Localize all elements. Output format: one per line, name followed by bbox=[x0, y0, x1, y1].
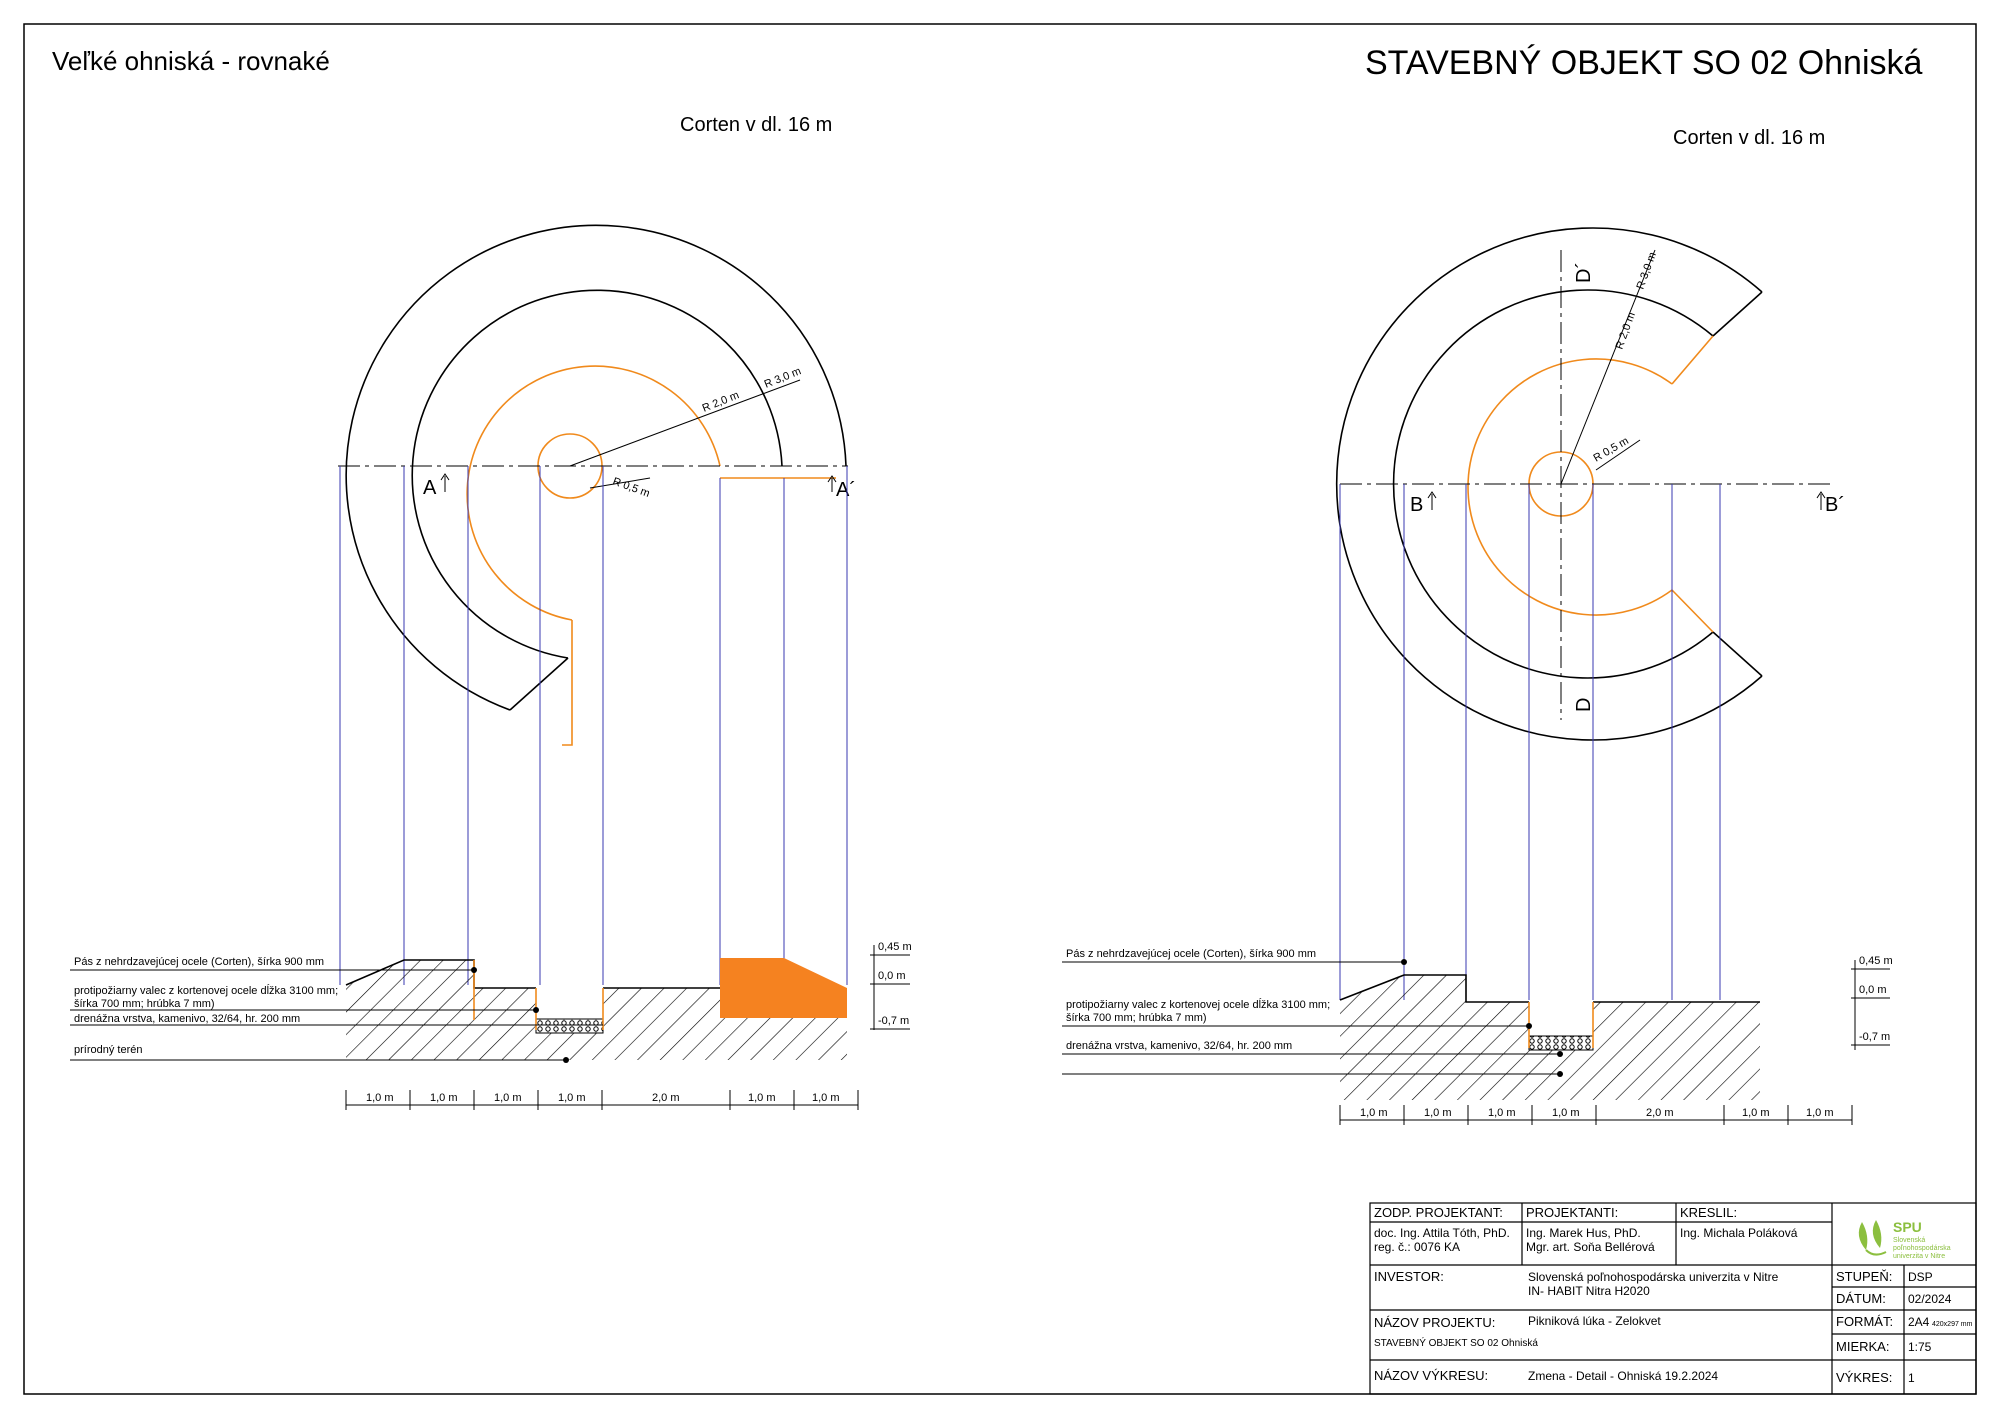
left-radius-05: R 0,5 m bbox=[610, 475, 652, 500]
right-level-045: 0,45 m bbox=[1859, 955, 1893, 967]
right-dim-4: 1,0 m bbox=[1552, 1107, 1580, 1119]
left-corten-block bbox=[720, 958, 847, 1018]
left-label-valec-2: šírka 700 mm; hrúbka 7 mm) bbox=[74, 998, 215, 1010]
logo-sub-1: Slovenská bbox=[1893, 1237, 1926, 1244]
right-section bbox=[1062, 948, 1893, 1125]
right-title: STAVEBNÝ OBJEKT SO 02 Ohniská bbox=[1365, 44, 1923, 82]
title-block bbox=[1370, 1203, 1976, 1394]
right-dim-1: 1,0 m bbox=[1360, 1107, 1388, 1119]
investor-1: Slovenská poľnohospodárska univerzita v Nitre bbox=[1528, 1270, 1779, 1284]
left-plan bbox=[338, 114, 856, 985]
right-label-corten: Pás z nehrdzavejúcej ocele (Corten), šírka 900 mm bbox=[1066, 948, 1317, 960]
right-plan bbox=[1337, 127, 1845, 1000]
mierka-value: 1:75 bbox=[1908, 1340, 1932, 1354]
left-dim-4: 1,0 m bbox=[558, 1092, 586, 1104]
right-label-valec-2: šírka 700 mm; hrúbka 7 mm) bbox=[1066, 1012, 1207, 1024]
left-dim-3: 1,0 m bbox=[494, 1092, 522, 1104]
zodp-label: ZODP. PROJEKTANT: bbox=[1374, 1205, 1503, 1220]
left-level-00: 0,0 m bbox=[878, 970, 906, 982]
datum-value: 02/2024 bbox=[1908, 1292, 1952, 1306]
format-value: 2A4 bbox=[1908, 1315, 1930, 1329]
left-level-045: 0,45 m bbox=[878, 941, 912, 953]
left-dim-5: 2,0 m bbox=[652, 1092, 680, 1104]
projekt-label: NÁZOV PROJEKTU: bbox=[1374, 1315, 1496, 1330]
right-radius-3: R 3,0 m bbox=[1634, 250, 1659, 292]
right-radius-2: R 2,0 m bbox=[1613, 310, 1638, 352]
section-mark-b: B bbox=[1410, 494, 1424, 516]
left-dim-7: 1,0 m bbox=[812, 1092, 840, 1104]
projektant-1: Ing. Marek Hus, PhD. bbox=[1526, 1226, 1641, 1240]
left-dim-1: 1,0 m bbox=[366, 1092, 394, 1104]
right-radius-05: R 0,5 m bbox=[1591, 434, 1631, 465]
left-dim-2: 1,0 m bbox=[430, 1092, 458, 1104]
spu-logo bbox=[1859, 1219, 1951, 1260]
right-plan-caption: Corten v dl. 16 m bbox=[1673, 127, 1826, 149]
right-dim-6: 1,0 m bbox=[1742, 1107, 1770, 1119]
right-label-drainage: drenážna vrstva, kamenivo, 32/64, hr. 200 mm bbox=[1066, 1040, 1293, 1052]
datum-label: DÁTUM: bbox=[1836, 1291, 1886, 1306]
right-level-00: 0,0 m bbox=[1859, 984, 1887, 996]
logo-text: SPU bbox=[1893, 1219, 1922, 1235]
left-label-valec: protipožiarny valec z kortenovej ocele dĺžka 3100 mm; bbox=[74, 985, 339, 997]
logo-sub-3: univerzita v Nitre bbox=[1893, 1253, 1946, 1260]
left-label-corten: Pás z nehrdzavejúcej ocele (Corten), šírka 900 mm bbox=[74, 956, 325, 968]
zodp-reg: reg. č.: 0076 KA bbox=[1374, 1240, 1461, 1254]
left-radius-3: R 3,0 m bbox=[762, 365, 803, 391]
left-dim-6: 1,0 m bbox=[748, 1092, 776, 1104]
format-label: FORMÁT: bbox=[1836, 1314, 1894, 1329]
right-label-valec: protipožiarny valec z kortenovej ocele dĺžka 3100 mm; bbox=[1066, 999, 1331, 1011]
projekt-value: Pikniková lúka - Zelokvet bbox=[1528, 1314, 1661, 1328]
mierka-label: MIERKA: bbox=[1836, 1339, 1890, 1354]
vykres-no-value: 1 bbox=[1908, 1371, 1915, 1385]
left-label-drainage: drenážna vrstva, kamenivo, 32/64, hr. 200 mm bbox=[74, 1013, 301, 1025]
investor-label: INVESTOR: bbox=[1374, 1269, 1444, 1284]
section-mark-a: A bbox=[423, 477, 437, 499]
kreslil-name: Ing. Michala Poláková bbox=[1680, 1226, 1798, 1240]
projekt-sub: STAVEBNÝ OBJEKT SO 02 Ohniská bbox=[1374, 1338, 1538, 1349]
left-title: Veľké ohniská - rovnaké bbox=[52, 46, 330, 76]
left-plan-caption: Corten v dl. 16 m bbox=[680, 114, 833, 136]
right-dim-7: 1,0 m bbox=[1806, 1107, 1834, 1119]
stupen-value: DSP bbox=[1908, 1270, 1933, 1284]
vykres-value: Zmena - Detail - Ohniská 19.2.2024 bbox=[1528, 1369, 1719, 1383]
stupen-label: STUPEŇ: bbox=[1836, 1269, 1893, 1284]
kreslil-label: KRESLIL: bbox=[1680, 1205, 1738, 1220]
right-dim-5: 2,0 m bbox=[1646, 1107, 1674, 1119]
section-mark-a-prime: A´ bbox=[836, 479, 856, 501]
projektant-2: Mgr. art. Soňa Bellérová bbox=[1526, 1240, 1655, 1254]
projektanti-label: PROJEKTANTI: bbox=[1526, 1205, 1619, 1220]
right-dim-2: 1,0 m bbox=[1424, 1107, 1452, 1119]
section-mark-d: D bbox=[1573, 697, 1595, 712]
right-level-07: -0,7 m bbox=[1859, 1031, 1891, 1043]
investor-2: IN- HABIT Nitra H2020 bbox=[1528, 1284, 1650, 1298]
sheet-border bbox=[24, 24, 1976, 1394]
logo-sub-2: poľnohospodárska bbox=[1893, 1245, 1951, 1252]
left-radius-2: R 2,0 m bbox=[700, 389, 741, 415]
left-section bbox=[70, 941, 912, 1110]
section-mark-b-prime: B´ bbox=[1825, 494, 1845, 516]
left-level-07: -0,7 m bbox=[878, 1015, 910, 1027]
zodp-name: doc. Ing. Attila Tóth, PhD. bbox=[1374, 1226, 1510, 1240]
vykres-no-label: VÝKRES: bbox=[1836, 1370, 1893, 1385]
left-label-terrain: prírodný terén bbox=[74, 1044, 143, 1056]
right-dim-3: 1,0 m bbox=[1488, 1107, 1516, 1119]
vykres-label: NÁZOV VÝKRESU: bbox=[1374, 1368, 1489, 1383]
section-mark-d-prime: D´ bbox=[1573, 261, 1595, 283]
format-sub: 420x297 mm bbox=[1932, 1321, 1973, 1328]
